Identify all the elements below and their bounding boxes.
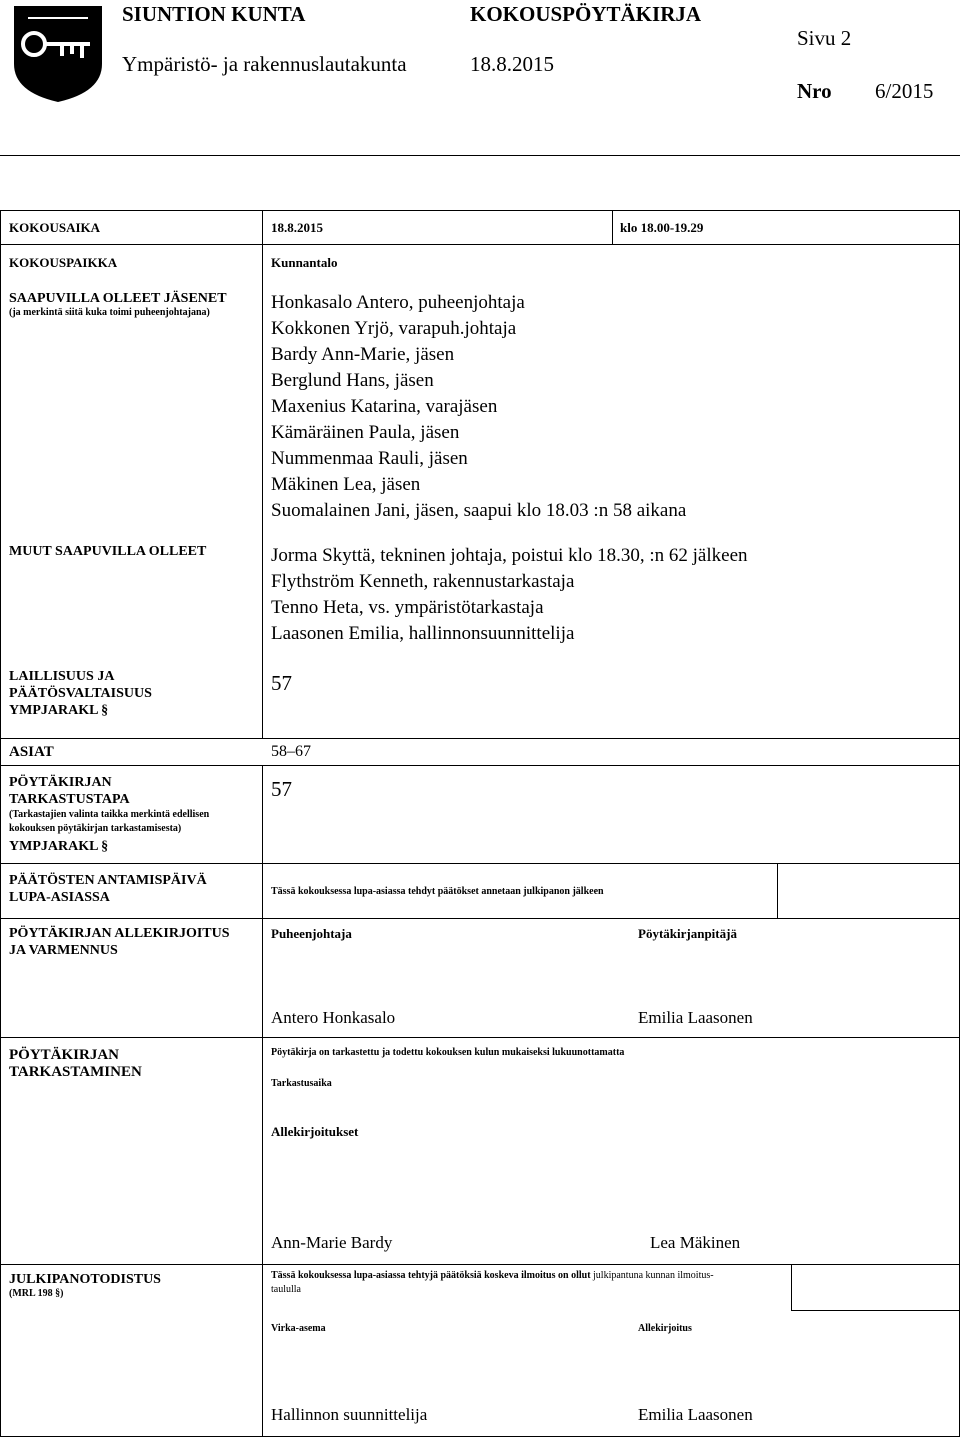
other-attendee: Laasonen Emilia, hallinnonsuunnittelija <box>271 623 575 644</box>
member-item: Honkasalo Antero, puheenjohtaja <box>271 292 525 313</box>
notice-text: Tässä kokouksessa lupa-asiassa tehtyjä päätöksiä koskeva ilmoitus on ollut julkipantuna kunnan ilmoitus- taululla <box>271 1270 714 1295</box>
notice-signature-label: Allekirjoitus <box>638 1323 692 1334</box>
header-date: 18.8.2015 <box>470 52 554 76</box>
members-list <box>271 290 686 524</box>
member-item: Kämäräinen Paula, jäsen <box>271 422 460 443</box>
doc-type: KOKOUSPÖYTÄKIRJA <box>470 2 702 26</box>
meeting-time-label: KOKOUSAIKA <box>9 220 101 235</box>
nro-value: 6/2015 <box>875 79 934 103</box>
nro-label: Nro <box>797 79 832 103</box>
legality-label: LAILLISUUS JA PÄÄTÖSVALTAISUUS YMPJARAKL § <box>9 669 152 718</box>
others-label: MUUT SAAPUVILLA OLLEET <box>9 544 207 559</box>
member-item: Maxenius Katarina, varajäsen <box>271 396 498 417</box>
inspection-text: Pöytäkirja on tarkastettu ja todettu kokouksen kulun mukaiseksi lukuunottamatta <box>271 1047 625 1058</box>
chair-name: Antero Honkasalo <box>271 1008 396 1027</box>
inspection-signatures-label: Allekirjoitukset <box>271 1124 359 1139</box>
meeting-place: Kunnantalo <box>271 255 338 270</box>
org-name: SIUNTION KUNTA <box>122 2 306 26</box>
meeting-date: 18.8.2015 <box>271 220 323 235</box>
member-item: Mäkinen Lea, jäsen <box>271 474 421 495</box>
header-divider <box>0 155 960 156</box>
signature-label: PÖYTÄKIRJAN ALLEKIRJOITUS JA VARMENNUS <box>9 926 230 958</box>
secretary-label: Pöytäkirjanpitäjä <box>638 926 737 941</box>
other-attendee: Flythström Kenneth, rakennustarkastaja <box>271 571 575 592</box>
checking-method-value: 57 <box>271 777 292 801</box>
asiat-value: 58–67 <box>271 743 311 760</box>
others-list <box>271 543 748 647</box>
inspection-time-label: Tarkastusaika <box>271 1078 332 1089</box>
checking-method-label: PÖYTÄKIRJAN TARKASTUSTAPA (Tarkastajien valinta taikka merkintä edellisen kokouksen pöytäkirjan tarkastamisesta) YMPJARAKL § <box>9 775 210 854</box>
inspector-name-1: Ann-Marie Bardy <box>271 1233 393 1252</box>
member-item: Kokkonen Yrjö, varapuh.johtaja <box>271 318 517 339</box>
decision-date-text: Tässä kokouksessa lupa-asiassa tehdyt päätökset annetaan julkipanon jälkeen <box>271 886 604 897</box>
member-item: Berglund Hans, jäsen <box>271 370 434 391</box>
other-attendee: Jorma Skyttä, tekninen johtaja, poistui klo 18.30, :n 62 jälkeen <box>271 545 748 566</box>
secretary-name: Emilia Laasonen <box>638 1008 753 1027</box>
notice-label: JULKIPANOTODISTUS <box>9 1272 161 1287</box>
notice-law: (MRL 198 §) <box>9 1288 64 1299</box>
member-item: Bardy Ann-Marie, jäsen <box>271 344 455 365</box>
members-note: (ja merkintä siitä kuka toimi puheenjohtajana) <box>9 307 210 318</box>
inspector-name-2: Lea Mäkinen <box>650 1233 741 1252</box>
position-value: Hallinnon suunnittelija <box>271 1405 428 1424</box>
legality-value: 57 <box>271 671 292 695</box>
other-attendee: Tenno Heta, vs. ympäristötarkastaja <box>271 597 544 618</box>
meeting-place-label: KOKOUSPAIKKA <box>9 255 118 270</box>
notice-signer-name: Emilia Laasonen <box>638 1405 753 1424</box>
page-number: Sivu 2 <box>797 26 852 50</box>
position-label: Virka-asema <box>271 1323 326 1334</box>
decision-date-label: PÄÄTÖSTEN ANTAMISPÄIVÄ LUPA-ASIASSA <box>9 873 207 905</box>
member-item: Nummenmaa Rauli, jäsen <box>271 448 468 469</box>
asiat-label: ASIAT <box>9 744 54 760</box>
chair-label: Puheenjohtaja <box>271 926 352 941</box>
meeting-time: klo 18.00-19.29 <box>620 220 704 235</box>
municipal-logo <box>12 4 104 104</box>
board-name: Ympäristö- ja rakennuslautakunta <box>122 52 407 76</box>
members-label: SAAPUVILLA OLLEET JÄSENET <box>9 291 227 306</box>
inspection-label: PÖYTÄKIRJAN TARKASTAMINEN <box>9 1047 142 1080</box>
member-item: Suomalainen Jani, jäsen, saapui klo 18.03 :n 58 aikana <box>271 500 687 521</box>
